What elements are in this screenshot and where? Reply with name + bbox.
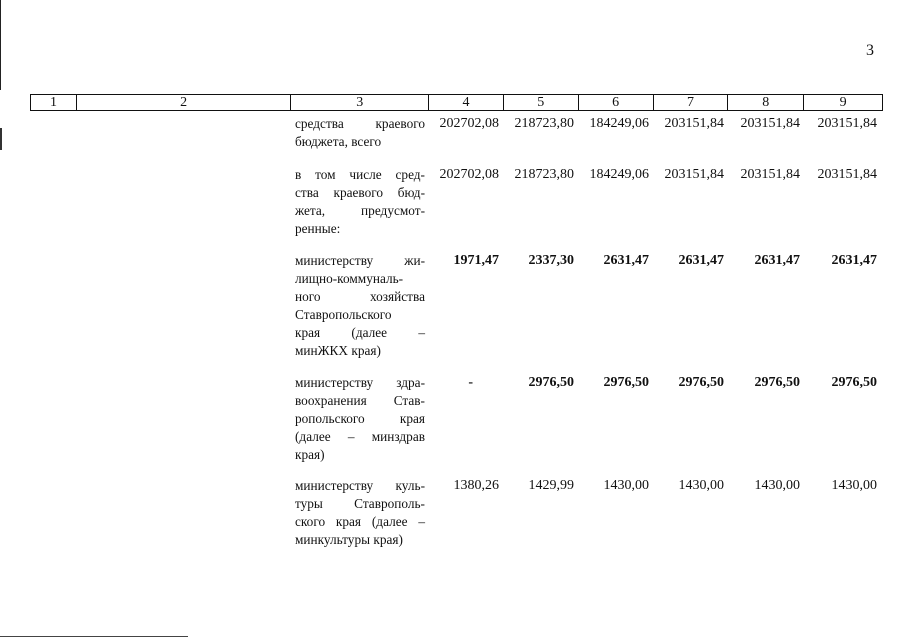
description-line: края (далее – xyxy=(295,325,425,340)
header-col-6: 6 xyxy=(579,95,654,110)
description-line: ства краевого бюд- xyxy=(295,185,425,200)
value-col-7: 2976,50 xyxy=(678,375,724,390)
value-col-9: 2631,47 xyxy=(831,253,877,268)
description-line: ского края (далее – xyxy=(295,514,425,529)
description-line: ренные: xyxy=(295,221,341,236)
value-col-7: 2631,47 xyxy=(678,253,724,268)
row-description xyxy=(295,166,425,238)
value-col-7: 1430,00 xyxy=(678,478,724,493)
left-margin-tick xyxy=(0,128,2,150)
value-col-5: 218723,80 xyxy=(514,167,574,182)
header-col-9: 9 xyxy=(839,95,847,110)
description-line: лищно-коммуналь- xyxy=(295,271,404,286)
description-line: (далее – минздрав xyxy=(295,429,425,444)
description-line: министерству куль- xyxy=(295,478,425,493)
value-col-9: 203151,84 xyxy=(817,167,877,182)
value-col-5: 2976,50 xyxy=(528,375,574,390)
description-line: минкультуры края) xyxy=(295,532,403,547)
row-description xyxy=(295,115,425,151)
header-col-8: 8 xyxy=(728,95,804,110)
value-col-4: 1971,47 xyxy=(453,253,499,268)
value-col-5: 2337,30 xyxy=(528,253,574,268)
description-line: Ставропольского xyxy=(295,307,392,322)
row-description xyxy=(295,252,425,360)
description-line: туры Ставрополь- xyxy=(295,496,425,511)
value-col-8: 2976,50 xyxy=(754,375,800,390)
table-header-row xyxy=(30,94,883,111)
value-col-5: 218723,80 xyxy=(514,116,574,131)
value-col-6: 184249,06 xyxy=(589,167,649,182)
description-line: жета, предусмот- xyxy=(295,203,425,218)
description-line: бюджета, всего xyxy=(295,134,382,149)
description-line: минЖКХ края) xyxy=(295,343,381,358)
description-line: края) xyxy=(295,447,325,462)
header-col-1: 1 xyxy=(31,95,77,110)
value-col-8: 1430,00 xyxy=(754,478,800,493)
header-col-7: 7 xyxy=(654,95,729,110)
value-col-4: - xyxy=(468,375,473,390)
value-col-7: 203151,84 xyxy=(664,167,724,182)
value-col-8: 203151,84 xyxy=(740,116,800,131)
value-col-9: 203151,84 xyxy=(817,116,877,131)
value-col-6: 1430,00 xyxy=(603,478,649,493)
value-col-8: 203151,84 xyxy=(740,167,800,182)
description-line: средства краевого xyxy=(295,116,425,131)
header-col-3: 3 xyxy=(291,95,429,110)
value-col-4: 202702,08 xyxy=(439,116,499,131)
row-description xyxy=(295,477,425,549)
value-col-6: 2976,50 xyxy=(603,375,649,390)
value-col-6: 184249,06 xyxy=(589,116,649,131)
value-col-4: 202702,08 xyxy=(439,167,499,182)
header-col-2: 2 xyxy=(77,95,292,110)
value-col-6: 2631,47 xyxy=(603,253,649,268)
left-margin-rule xyxy=(0,0,1,90)
value-col-5: 1429,99 xyxy=(528,478,574,493)
header-col-5: 5 xyxy=(504,95,579,110)
value-col-7: 203151,84 xyxy=(664,116,724,131)
value-col-4: 1380,26 xyxy=(453,478,499,493)
header-col-4: 4 xyxy=(429,95,504,110)
description-line: ного хозяйства xyxy=(295,289,425,304)
row-description xyxy=(295,374,425,464)
description-line: министерству жи- xyxy=(295,253,425,268)
value-col-9: 1430,00 xyxy=(831,478,877,493)
description-line: в том числе сред- xyxy=(295,167,425,182)
value-col-8: 2631,47 xyxy=(754,253,800,268)
description-line: министерству здра- xyxy=(295,375,425,390)
description-line: ропольского края xyxy=(295,411,425,426)
value-col-9: 2976,50 xyxy=(831,375,877,390)
footnote-rule xyxy=(0,636,188,637)
page-number: 3 xyxy=(866,42,874,59)
description-line: воохранения Став- xyxy=(295,393,425,408)
